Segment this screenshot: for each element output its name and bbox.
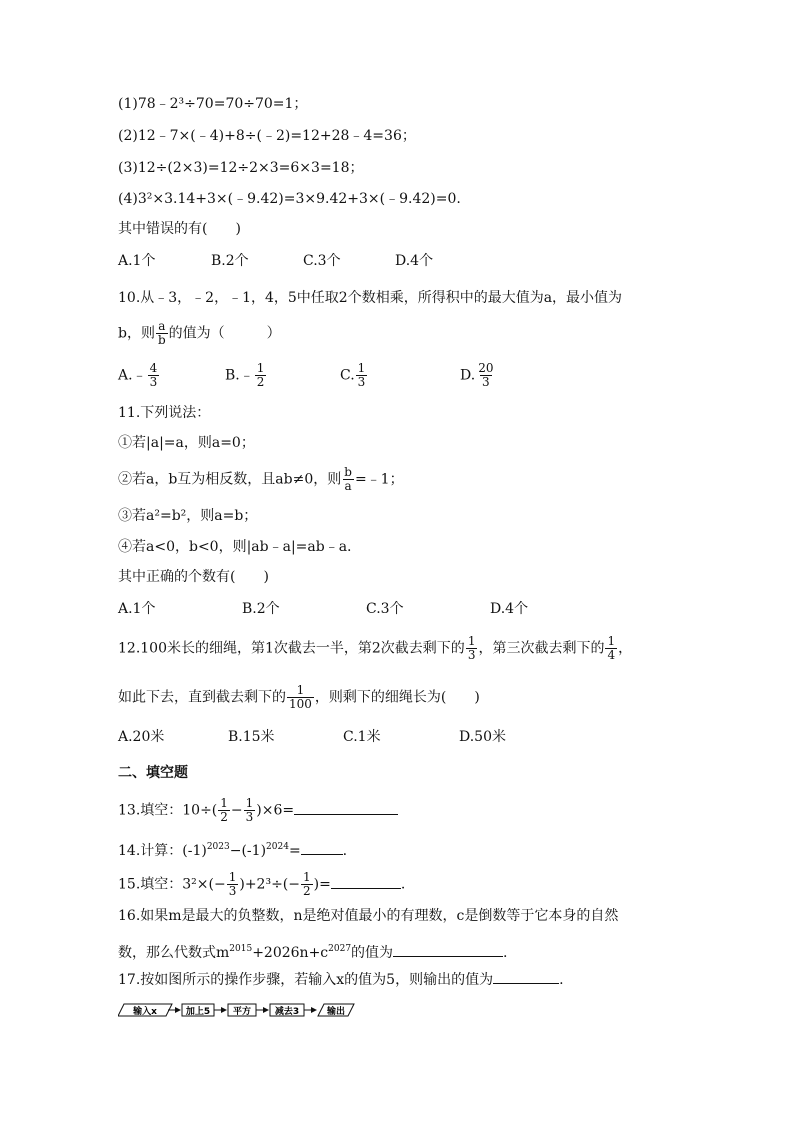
q12-option-a[interactable]: A.20米 [118, 729, 165, 745]
q10-option-b[interactable]: B.﹣ $\frac{1}{2}$ [225, 361, 265, 389]
q12-line2: 如此下去，直到截去剩下的 $\frac{1}{100}$ ，则剩下的细绳长为( ) [118, 683, 480, 711]
q11-count: 其中正确的个数有( ) [118, 569, 269, 585]
q10-option-c[interactable]: C. $\frac{1}{3}$ [340, 361, 366, 389]
q11-statement-3: ③若a²=b²，则a=b； [118, 508, 258, 524]
q13-answer-blank[interactable] [294, 800, 398, 815]
section-heading-fill-blank: 二、填空题 [118, 765, 188, 781]
q9-option-a[interactable]: A.1个 [118, 253, 156, 269]
flow-add-label: 加上5 [185, 1007, 211, 1017]
flow-output-label: 输出 [326, 1007, 346, 1017]
q11-option-d[interactable]: D.4个 [490, 601, 529, 617]
operation-flow-diagram [118, 1001, 358, 1021]
q10-option-d[interactable]: D. $\frac{20}{3}$ [460, 361, 494, 389]
q11-option-a[interactable]: A.1个 [118, 601, 156, 617]
q16-answer-blank[interactable] [393, 942, 503, 957]
q14: 14.计算：$(-1)^{2023}-(-1)^{2024}=$ . [118, 842, 348, 859]
q11-statement-1: ①若|a|=a，则a=0； [118, 435, 255, 451]
q17-answer-blank[interactable] [493, 969, 559, 984]
q12-option-b[interactable]: B.15米 [228, 729, 275, 745]
q11-statement-4: ④若a<0，b<0，则|ab﹣a|=ab﹣a. [118, 539, 352, 555]
q12-option-c[interactable]: C.1米 [343, 729, 381, 745]
q10-option-a[interactable]: A.﹣ $\frac{4}{3}$ [118, 361, 158, 389]
calc-step-3: (3)12÷(2×3)=12÷2×3=6×3=18； [118, 160, 364, 176]
q9-option-b[interactable]: B.2个 [211, 253, 249, 269]
q16-line2: 数，那么代数式$m^{2015}+2026n+c^{2027}$的值为 . [118, 944, 508, 961]
q9-option-c[interactable]: C.3个 [303, 253, 341, 269]
q16-line1: 16.如果m是最大的负整数，n是绝对值最小的有理数，c是倒数等于它本身的自然 [118, 908, 619, 924]
q11-stem: 11.下列说法： [118, 405, 211, 421]
calc-step-1: (1)78﹣2³÷70=70÷70=1； [118, 96, 308, 112]
flow-input-label: 输入x [133, 1007, 157, 1017]
calc-step-4: (4)3²×3.14+3×(﹣9.42)=3×9.42+3×(﹣9.42)=0. [118, 191, 461, 207]
q12-line1: 12.100米长的细绳，第1次截去一半，第2次截去剩下的 $\frac{1}{3}$ ，第三次截去剩下的 $\frac{1}{4}$ ， [118, 634, 633, 662]
q11-option-c[interactable]: C.3个 [366, 601, 404, 617]
q10-line1: 10.从﹣3，﹣2，﹣1，4，5中任取2个数相乘，所得积中的最大值为a，最小值为 [118, 290, 623, 306]
calc-step-2: (2)12﹣7×(﹣4)+8÷(﹣2)=12+28﹣4=36； [118, 128, 416, 144]
q12-option-d[interactable]: D.50米 [459, 729, 506, 745]
flow-subtract-label: 减去3 [274, 1007, 300, 1017]
flow-square-label: 平方 [232, 1007, 252, 1017]
q11-option-b[interactable]: B.2个 [242, 601, 280, 617]
q15: 15.填空：3²×(− $\frac{1}{3}$ )+2³÷(− $\frac{1}{2}$ )= . [118, 870, 406, 898]
q13: 13.填空：10÷( $\frac{1}{2}$ − $\frac{1}{3}$ )×6= [118, 797, 398, 824]
q17: 17.按如图所示的操作步骤，若输入x的值为5，则输出的值为 . [118, 969, 564, 990]
q9-stem: 其中错误的有( ) [118, 221, 241, 237]
q10-line2: b，则 $\frac{a}{b}$ 的值为（ ） [118, 319, 281, 347]
q11-statement-2: ②若a，b互为相反数，且ab≠0，则 $\frac{b}{a}$ =﹣1； [118, 465, 404, 493]
q14-answer-blank[interactable] [301, 840, 343, 855]
q9-option-d[interactable]: D.4个 [395, 253, 434, 269]
q15-answer-blank[interactable] [331, 874, 401, 889]
fraction-a-over-b: $\frac{a}{b}$ [157, 319, 166, 347]
